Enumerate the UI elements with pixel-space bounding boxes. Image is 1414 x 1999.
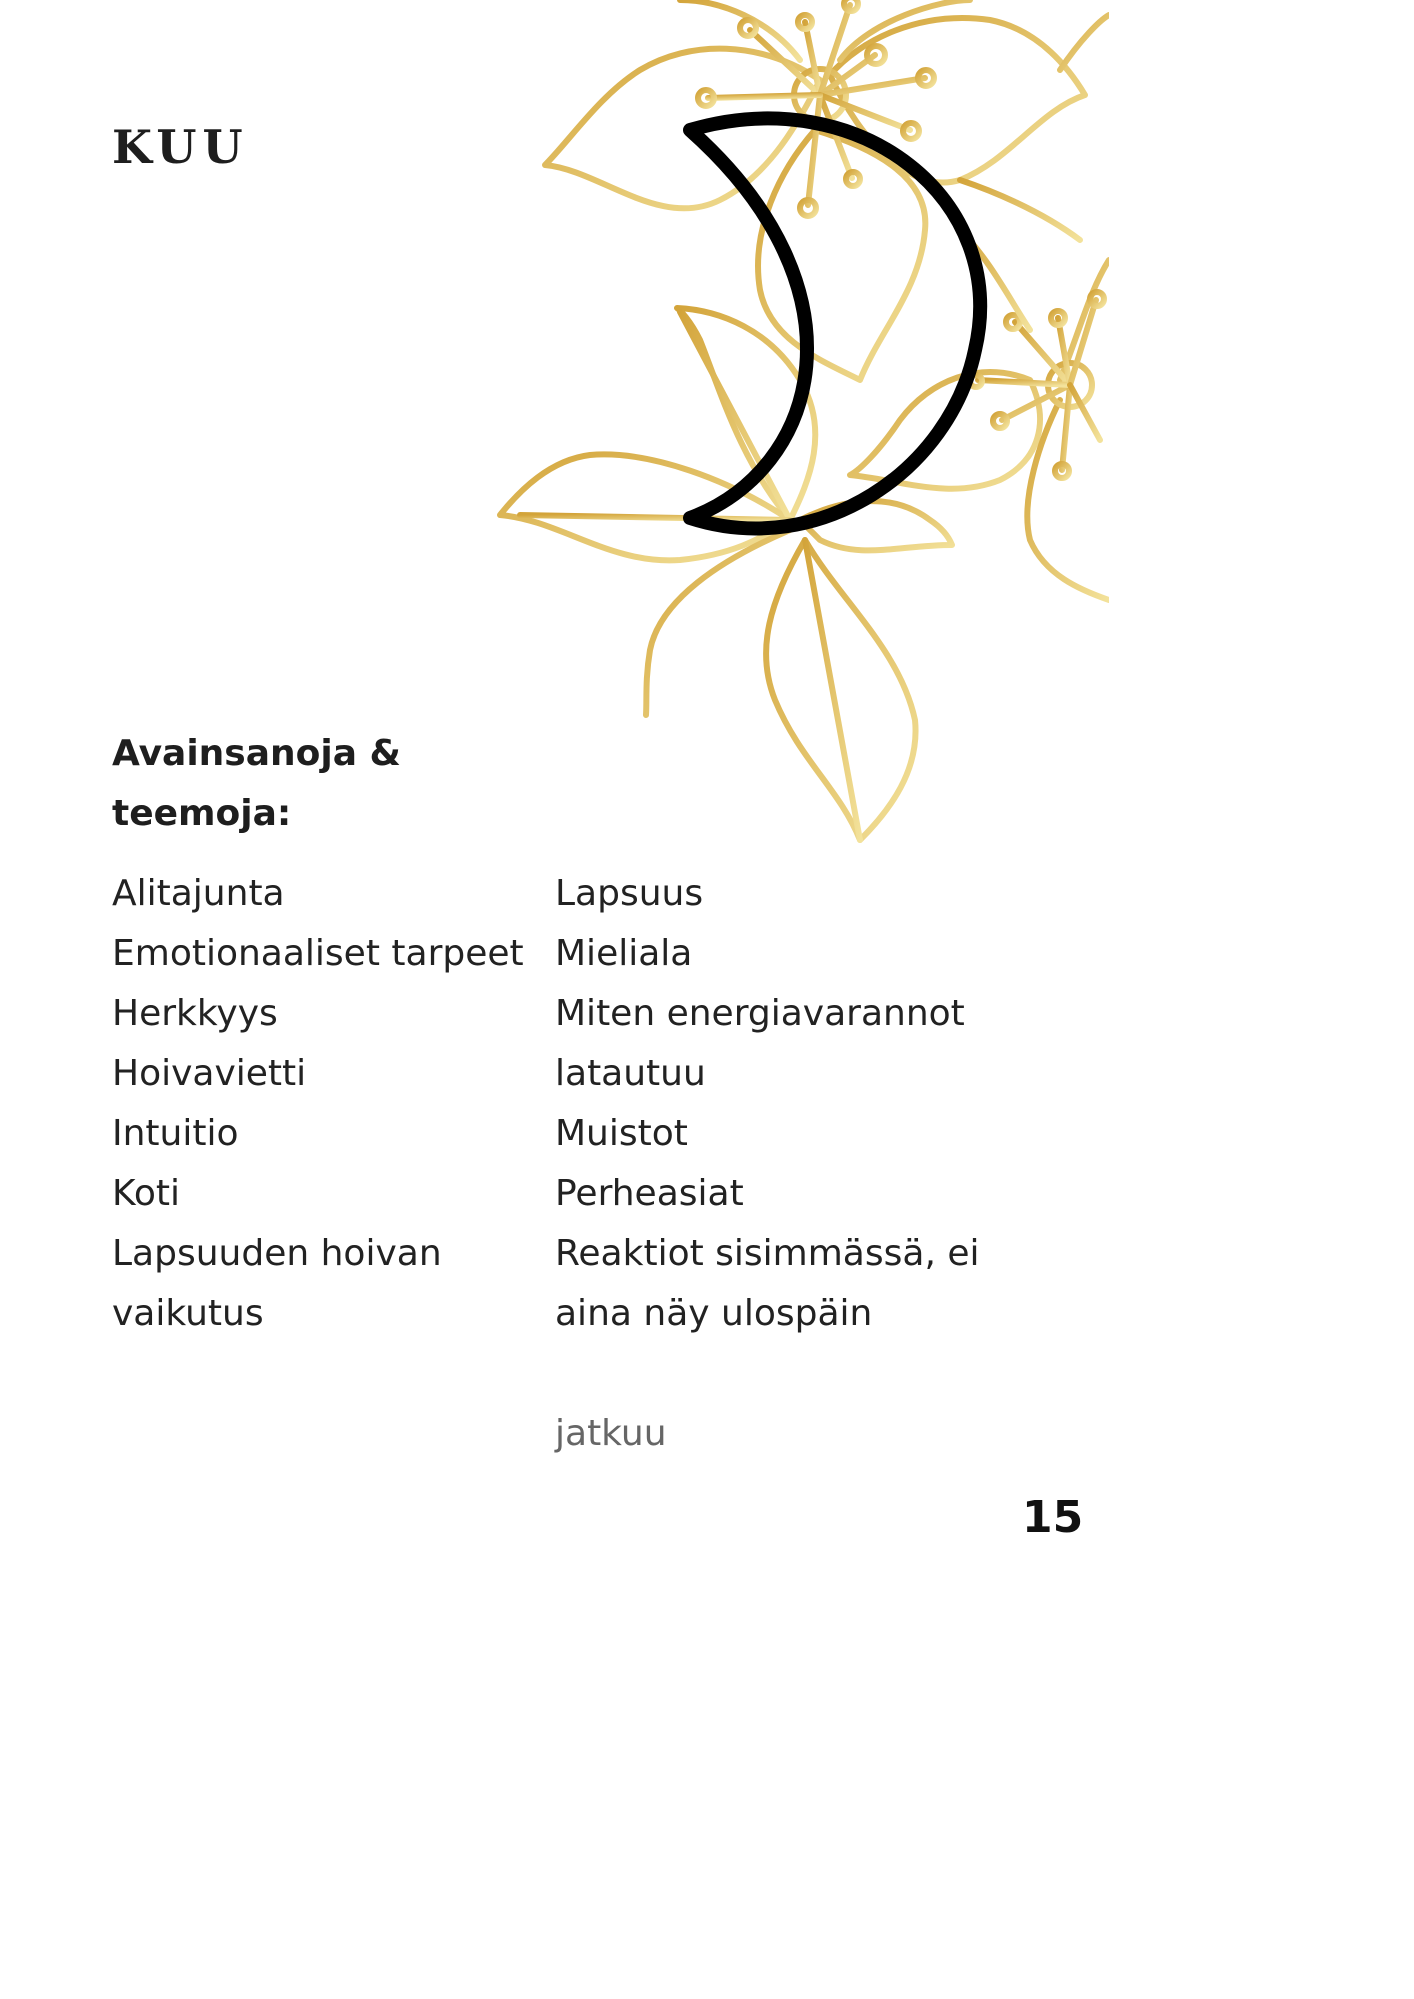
list-item: vaikutus xyxy=(112,1293,264,1334)
continue-label: jatkuu xyxy=(555,1413,667,1454)
keywords-right-column xyxy=(555,864,1025,1344)
list-item: latautuu xyxy=(555,1053,706,1094)
list-item: Hoivavietti xyxy=(112,1053,307,1094)
page-number: 15 xyxy=(1022,1492,1084,1543)
section-heading: Avainsanoja & teemoja: xyxy=(112,733,401,834)
list-item: Reaktiot sisimmässä, ei xyxy=(555,1233,980,1274)
list-item: Mieliala xyxy=(555,933,693,974)
list-item: Emotionaaliset tarpeet xyxy=(112,933,524,974)
list-item: Intuitio xyxy=(112,1113,239,1154)
list-item: Muistot xyxy=(555,1113,688,1154)
list-item: Miten energiavarannot xyxy=(555,993,965,1034)
list-item: Lapsuuden hoivan xyxy=(112,1233,442,1274)
list-item: Alitajunta xyxy=(112,873,285,914)
keywords-left-column xyxy=(112,864,542,1344)
list-item: Perheasiat xyxy=(555,1173,744,1214)
page-title: KUU xyxy=(112,120,249,174)
list-item: Koti xyxy=(112,1173,180,1214)
list-item: Herkkyys xyxy=(112,993,278,1034)
list-item: Lapsuus xyxy=(555,873,704,914)
list-item: aina näy ulospäin xyxy=(555,1293,873,1334)
